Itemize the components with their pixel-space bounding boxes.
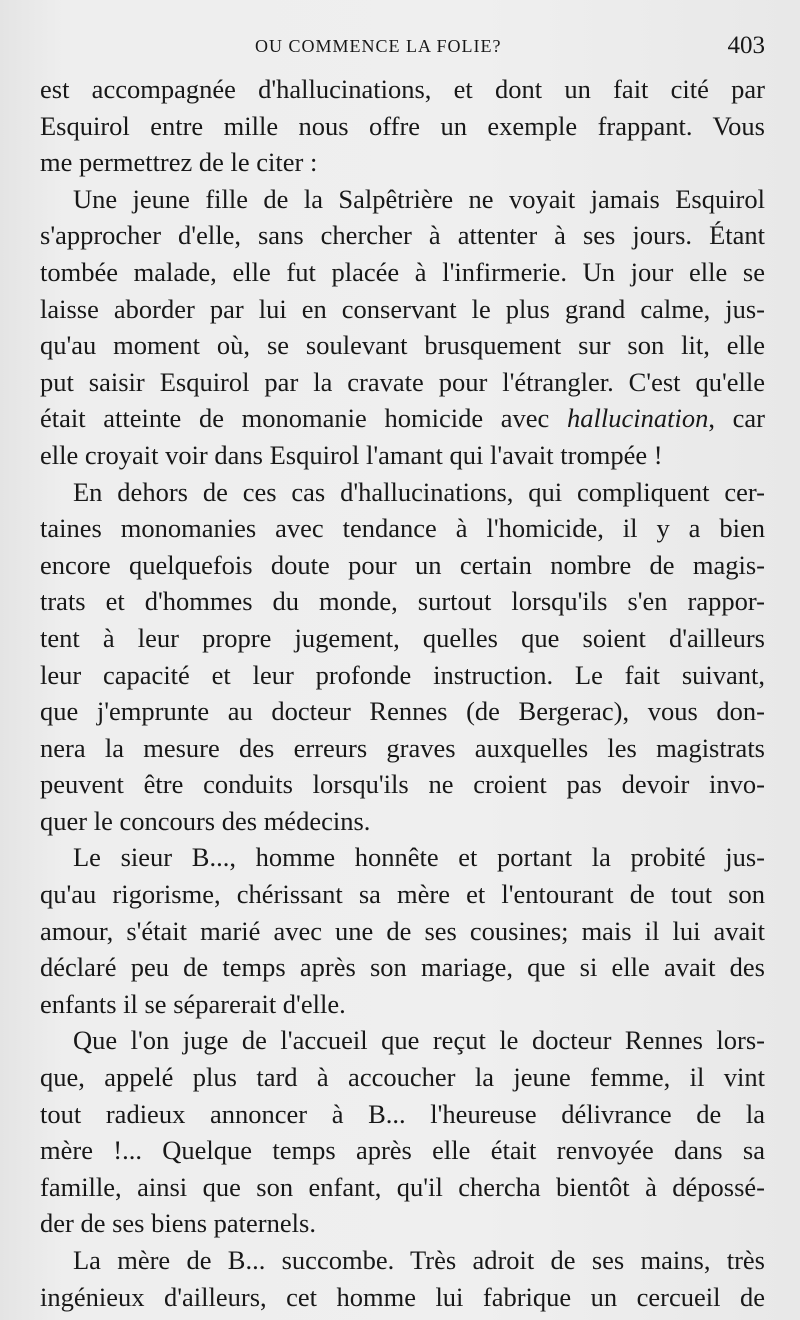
- text-line: tout radieux annoncer à B... l'heureuse délivrance de la: [40, 1098, 765, 1129]
- text-line: Que l'on juge de l'accueil que reçut le docteur Rennes lors-: [73, 1025, 765, 1056]
- text-line: peuvent être conduits lorsqu'ils ne croient pas devoir invo-: [40, 769, 765, 800]
- text-line: laisse aborder par lui en conservant le plus grand calme, jus-: [40, 293, 765, 324]
- paragraph-4: [40, 839, 765, 985]
- text-line: me permettrez de le citer :: [40, 147, 318, 178]
- text-line: taines monomanies avec tendance à l'homicide, il y a bien: [40, 513, 765, 544]
- text-line: est accompagnée d'hallucinations, et dont un fait cité par: [40, 74, 765, 104]
- text-line: trats et d'hommes du monde, surtout lorsqu'ils s'en rappor-: [40, 586, 765, 617]
- paragraph-3-end: [40, 803, 765, 840]
- paragraph-2: [40, 181, 765, 437]
- text-line: enfants il se séparerait d'elle.: [40, 988, 346, 1019]
- text-line: put saisir Esquirol par la cravate pour l'étrangler. C'est qu'elle: [40, 366, 765, 397]
- text-line: nera la mesure des erreurs graves auxquelles les magistrats: [40, 732, 765, 763]
- text-line: ingénieux d'ailleurs, cet homme lui fabrique un cercueil de: [40, 1281, 765, 1312]
- text-line: était atteinte de monomanie homicide avec: [40, 403, 567, 434]
- paragraph-5-end: [40, 1205, 765, 1242]
- paragraph-1: [40, 71, 765, 144]
- text-line: elle croyait voir dans Esquirol l'amant qui l'avait trompée !: [40, 439, 663, 470]
- paragraph-3: [40, 474, 765, 803]
- italic-term: hallucination: [567, 403, 709, 434]
- text-line: mère !... Quelque temps après elle était renvoyée dans sa: [40, 1135, 765, 1166]
- text-line: tombée malade, elle fut placée à l'infirmerie. Un jour elle se: [40, 256, 765, 287]
- text-line: , car: [708, 403, 765, 434]
- text-line: quer le concours des médecins.: [40, 805, 371, 836]
- page-number: 403: [727, 32, 765, 59]
- text-line: déclaré peu de temps après son mariage, que si elle avait des: [40, 952, 765, 983]
- text-line: Une jeune fille de la Salpêtrière ne voyait jamais Esquirol: [73, 183, 765, 214]
- paragraph-1-end: [40, 144, 765, 181]
- text-line: qu'au moment où, se soulevant brusquement sur son lit, elle: [40, 330, 765, 361]
- body-text: [40, 71, 765, 1315]
- text-line: que j'emprunte au docteur Rennes (de Bergerac), vous don-: [40, 696, 765, 727]
- text-line: tent à leur propre jugement, quelles que soient d'ailleurs: [40, 622, 765, 653]
- text-line: La mère de B... succombe. Très adroit de ses mains, très: [73, 1245, 765, 1275]
- text-line: encore quelquefois doute pour un certain nombre de magis-: [40, 549, 765, 580]
- paragraph-5: [40, 1022, 765, 1205]
- paragraph-2-end: [40, 437, 765, 474]
- text-line: En dehors de ces cas d'hallucinations, qui compliquent cer-: [73, 476, 765, 507]
- text-line: s'approcher d'elle, sans chercher à attenter à ses jours. Étant: [40, 220, 765, 251]
- text-line: que, appelé plus tard à accoucher la jeune femme, il vint: [40, 1062, 765, 1093]
- paragraph-4-end: [40, 986, 765, 1023]
- text-line: famille, ainsi que son enfant, qu'il chercha bientôt à dépossé-: [40, 1171, 765, 1202]
- paragraph-6: [40, 1242, 765, 1315]
- text-line: amour, s'était marié avec une de ses cousines; mais il lui avait: [40, 915, 765, 946]
- text-line: Esquirol entre mille nous offre un exemple frappant. Vous: [40, 110, 765, 141]
- text-line: leur capacité et leur profonde instruction. Le fait suivant,: [40, 659, 765, 690]
- running-title: OU COMMENCE LA FOLIE?: [255, 36, 502, 56]
- text-line: der de ses biens paternels.: [40, 1208, 316, 1239]
- page-header: [40, 30, 765, 70]
- text-line: Le sieur B..., homme honnête et portant la probité jus-: [73, 842, 765, 873]
- text-line: qu'au rigorisme, chérissant sa mère et l'entourant de tout son: [40, 879, 765, 910]
